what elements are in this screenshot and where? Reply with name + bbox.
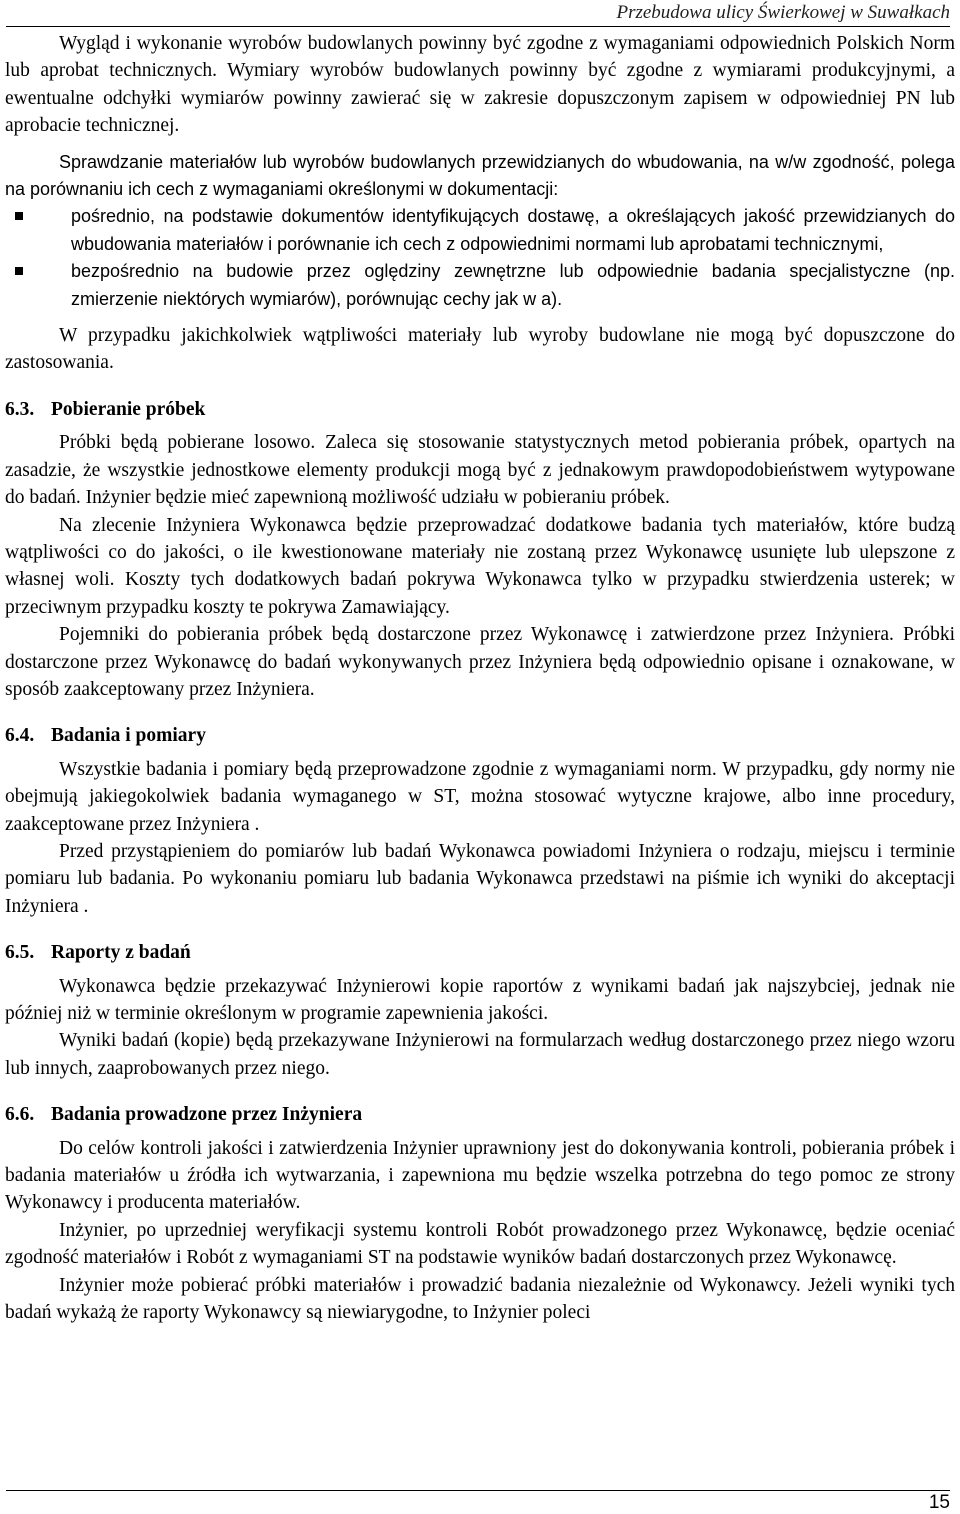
paragraph-materials-check: Sprawdzanie materiałów lub wyrobów budowlanych przewidzianych do wbudowania, na w/w zgodność, polega na porównaniu ich cech z wymaganiami określonymi w dokumentacji:: [5, 151, 955, 200]
section-paragraph: Próbki będą pobierane losowo. Zaleca się stosowanie statystycznych metod pobierania próbek, opartych na zasadzie, że wszystkie jednostkowe elementy produkcji mogą być z jednakowym prawdopodobieństwem wytypowane do badań. Inżynier będzie mieć zapewnioną możliwość udziału w pobieraniu próbek.: [5, 432, 955, 509]
footer-divider: [6, 1490, 950, 1491]
section-paragraph: Wykonawca będzie przekazywać Inżynierowi kopie raportów z wynikami badań jak najszybciej, jednak nie później niż w terminie określonym w programie zapewnienia jakości.: [5, 975, 955, 1024]
section-paragraph: Inżynier, po uprzedniej weryfikacji systemu kontroli Robót prowadzonego przez Wykonawcę, będzie oceniać zgodność materiałów i Robót z wymaganiami ST na podstawie wyników badań dostarczonych przez Wykonawcę.: [5, 1219, 955, 1269]
running-header: [6, 2, 950, 27]
page-content: [5, 30, 955, 1326]
section-paragraph: Wszystkie badania i pomiary będą przeprowadzone zgodnie z wymaganiami norm. W przypadku, gdy normy nie obejmują jakiegokolwiek badania wymaganego w ST, można stosować wytyczne krajowe, albo inne procedury, zaakceptowane przez Inżyniera .: [5, 758, 955, 835]
section-paragraph: Na zlecenie Inżyniera Wykonawca będzie przeprowadzać dodatkowe badania tych materiałów, które budzą wątpliwości co do jakości, o ile kwestionowane materiały nie zostaną przez Wykonawcę usunięte lub ulepszone z własnej woli. Koszty tych dodatkowych badań pokrywa Wykonawca tylko w przypadku stwierdzenia usterek; w przeciwnym przypadku koszty te pokrywa Zamawiający.: [5, 514, 955, 618]
section-paragraph: Wyniki badań (kopie) będą przekazywane Inżynierowi na formularzach według dostarczonego przez niego wzoru lub innych, zaaprobowanych przez niego.: [5, 1030, 955, 1079]
section-paragraph: Do celów kontroli jakości i zatwierdzenia Inżynier uprawniony jest do dokonywania kontroli, pobierania próbek i badania materiałów u źródła ich wytwarzania, i zapewniona mu będzie wszelka potrzebna do tego pomoc ze strony Wykonawcy i producenta materiałów.: [5, 1137, 955, 1214]
section-heading-6-4: 6.4. Badania i pomiary: [5, 722, 955, 749]
section-paragraph: Przed przystąpieniem do pomiarów lub badań Wykonawca powiadomi Inżyniera o rodzaju, miejscu i terminie pomiaru lub badania. Po wykonaniu pomiaru lub badania Wykonawca przedstawi na piśmie ich wyniki do akceptacji Inżyniera .: [5, 840, 955, 917]
section-heading-6-5: 6.5. Raporty z badań: [5, 939, 955, 966]
section-paragraph: Pojemniki do pobierania próbek będą dostarczone przez Wykonawcę i zatwierdzone przez Inżyniera. Próbki dostarczone przez Wykonawcę do badań wykonywanych przez Inżyniera będą odpowiednio opisane i oznakowane, w sposób zaakceptowany przez Inżyniera.: [5, 624, 955, 700]
section-title: Raporty z badań: [51, 942, 191, 964]
paragraph-doubts: W przypadku jakichkolwiek wątpliwości materiały lub wyroby budowlane nie mogą być dopuszczone do zastosowania.: [5, 325, 955, 374]
check-methods-list: [5, 203, 955, 313]
page-number: 15: [928, 1492, 950, 1513]
square-bullet-icon: [15, 212, 23, 220]
section-heading-6-6: 6.6. Badania prowadzone przez Inżyniera: [5, 1101, 955, 1128]
list-item: pośrednio, na podstawie dokumentów identyfikujących dostawę, a określających jakość przewidzianych do wbudowania materiałów i porównanie ich cech z odpowiednimi normami lub aprobatami technicznymi,: [5, 203, 955, 258]
section-heading-6-3: 6.3. Pobieranie próbek: [5, 396, 955, 423]
square-bullet-icon: [15, 267, 23, 275]
section-title: Badania prowadzone przez Inżyniera: [51, 1104, 363, 1126]
list-item: bezpośrednio na budowie przez oględziny zewnętrzne lub odpowiednie badania specjalistyczne (np. zmierzenie niektórych wymiarów), porównując cechy jak w a).: [5, 258, 955, 313]
document-title: Przebudowa ulicy Świerkowej w Suwałkach: [616, 2, 950, 23]
section-title: Pobieranie próbek: [51, 398, 206, 420]
paragraph-product-appearance: Wygląd i wykonanie wyrobów budowlanych powinny być zgodne z wymaganiami odpowiednich Polskich Norm lub aprobat technicznych. Wymiary wyrobów budowlanych powinny być zgodne z wymiarami produkcyjnymi, a ewentualne odchyłki wymiarów powinny zawierać się w zakresie dopuszczonym zapisem w odpowiedniej PN lub aprobacie technicznej.: [5, 33, 955, 137]
section-paragraph: Inżynier może pobierać próbki materiałów i prowadzić badania niezależnie od Wykonawcy. Jeżeli wyniki tych badań wykażą że raporty Wykonawcy są niewiarygodne, to Inżynier poleci: [5, 1274, 955, 1324]
section-title: Badania i pomiary: [51, 725, 206, 747]
